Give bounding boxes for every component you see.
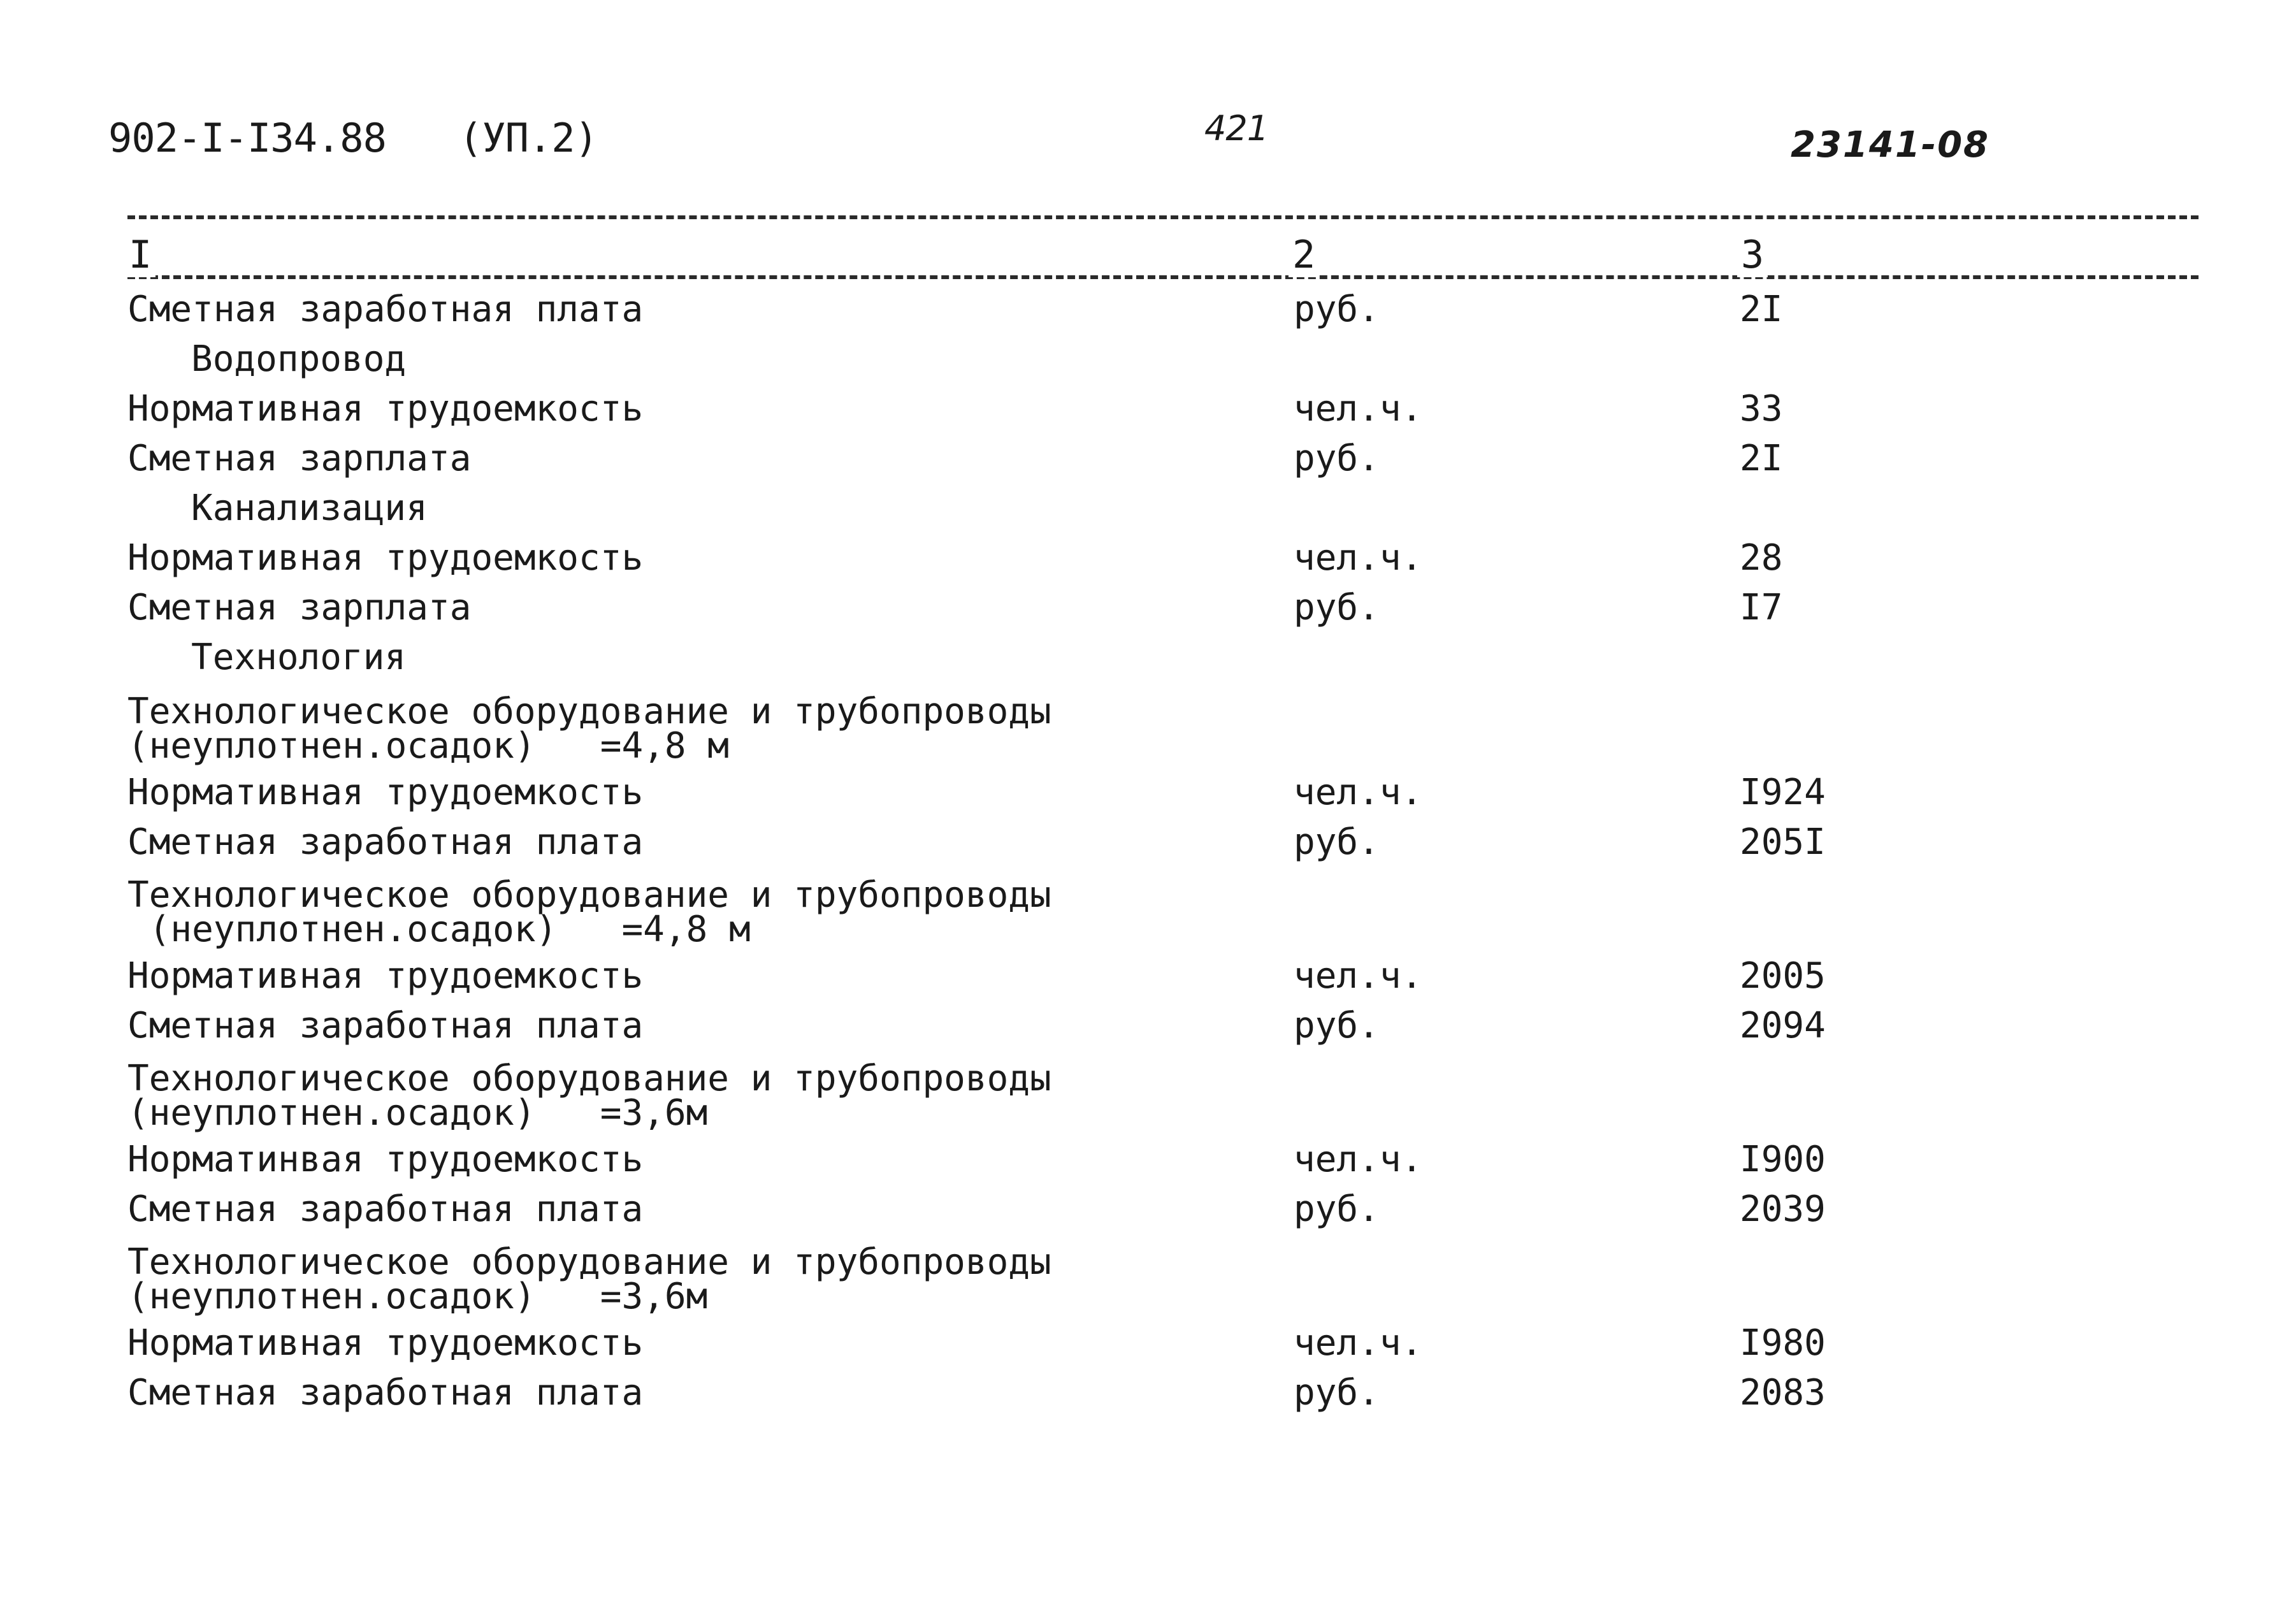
row-value: 2I <box>1740 289 1783 330</box>
row-label: Сметная заработная плата <box>127 821 644 863</box>
row-label: Нормативная трудоемкость <box>127 388 644 430</box>
row-label: Норматинвая трудоемкость <box>127 1139 644 1180</box>
row-label: Нормативная трудоемкость <box>127 772 644 813</box>
row-unit: руб. <box>1294 587 1380 628</box>
document-code: 902-I-I34.88 <box>108 115 386 161</box>
equipment-description: Технологическое оборудование и трубопроводы (неуплотнен.осадок) =4,8 м <box>127 691 1051 767</box>
row-value: 205I <box>1740 821 1826 863</box>
row-unit: чел.ч. <box>1294 537 1423 579</box>
table-top-rule <box>127 215 2199 219</box>
row-unit: руб. <box>1294 289 1380 330</box>
row-value: 2I <box>1740 438 1783 479</box>
row-label: Сметная заработная плата <box>127 289 644 330</box>
row-unit: чел.ч. <box>1294 388 1423 430</box>
row-unit: руб. <box>1294 821 1380 863</box>
row-unit: чел.ч. <box>1294 1139 1423 1180</box>
row-label: Нормативная трудоемкость <box>127 1322 644 1364</box>
section-title: Канализация <box>191 488 428 529</box>
row-unit: чел.ч. <box>1294 955 1423 997</box>
row-label: Нормативная трудоемкость <box>127 537 644 579</box>
row-value: I924 <box>1740 772 1826 813</box>
row-unit: руб. <box>1294 438 1380 479</box>
row-value: 2039 <box>1740 1188 1826 1230</box>
column-header-2: 2 <box>1289 233 1319 277</box>
column-header-3: 3 <box>1737 233 1768 277</box>
handwritten-stamp: 23141-08 <box>1791 124 1989 166</box>
row-value: 33 <box>1740 388 1783 430</box>
row-value: 28 <box>1740 537 1783 579</box>
section-title: Технология <box>191 637 407 678</box>
sheet-label: (УП.2) <box>459 115 598 161</box>
equipment-description: Технологическое оборудование и трубопроводы (неуплотнен.осадок) =4,8 м <box>127 874 1051 950</box>
row-value: 2094 <box>1740 1005 1826 1046</box>
row-label: Сметная заработная плата <box>127 1005 644 1046</box>
row-value: I7 <box>1740 587 1783 628</box>
row-unit: руб. <box>1294 1005 1380 1046</box>
row-value: 2083 <box>1740 1372 1826 1413</box>
row-unit: руб. <box>1294 1372 1380 1413</box>
page-number: 421 <box>1204 108 1269 148</box>
equipment-description: Технологическое оборудование и трубопроводы (неуплотнен.осадок) =3,6м <box>127 1241 1051 1317</box>
row-value: I900 <box>1740 1139 1826 1180</box>
row-label: Нормативная трудоемкость <box>127 955 644 997</box>
equipment-description: Технологическое оборудование и трубопроводы (неуплотнен.осадок) =3,6м <box>127 1058 1051 1134</box>
row-value: I980 <box>1740 1322 1826 1364</box>
row-unit: чел.ч. <box>1294 772 1423 813</box>
section-title: Водопровод <box>191 338 407 380</box>
column-header-1: I <box>125 233 155 277</box>
row-unit: руб. <box>1294 1188 1380 1230</box>
row-label: Сметная заработная плата <box>127 1188 644 1230</box>
row-label: Сметная зарплата <box>127 438 472 479</box>
row-value: 2005 <box>1740 955 1826 997</box>
table-header-rule <box>127 275 2199 279</box>
row-label: Сметная заработная плата <box>127 1372 644 1413</box>
row-label: Сметная зарплата <box>127 587 472 628</box>
row-unit: чел.ч. <box>1294 1322 1423 1364</box>
